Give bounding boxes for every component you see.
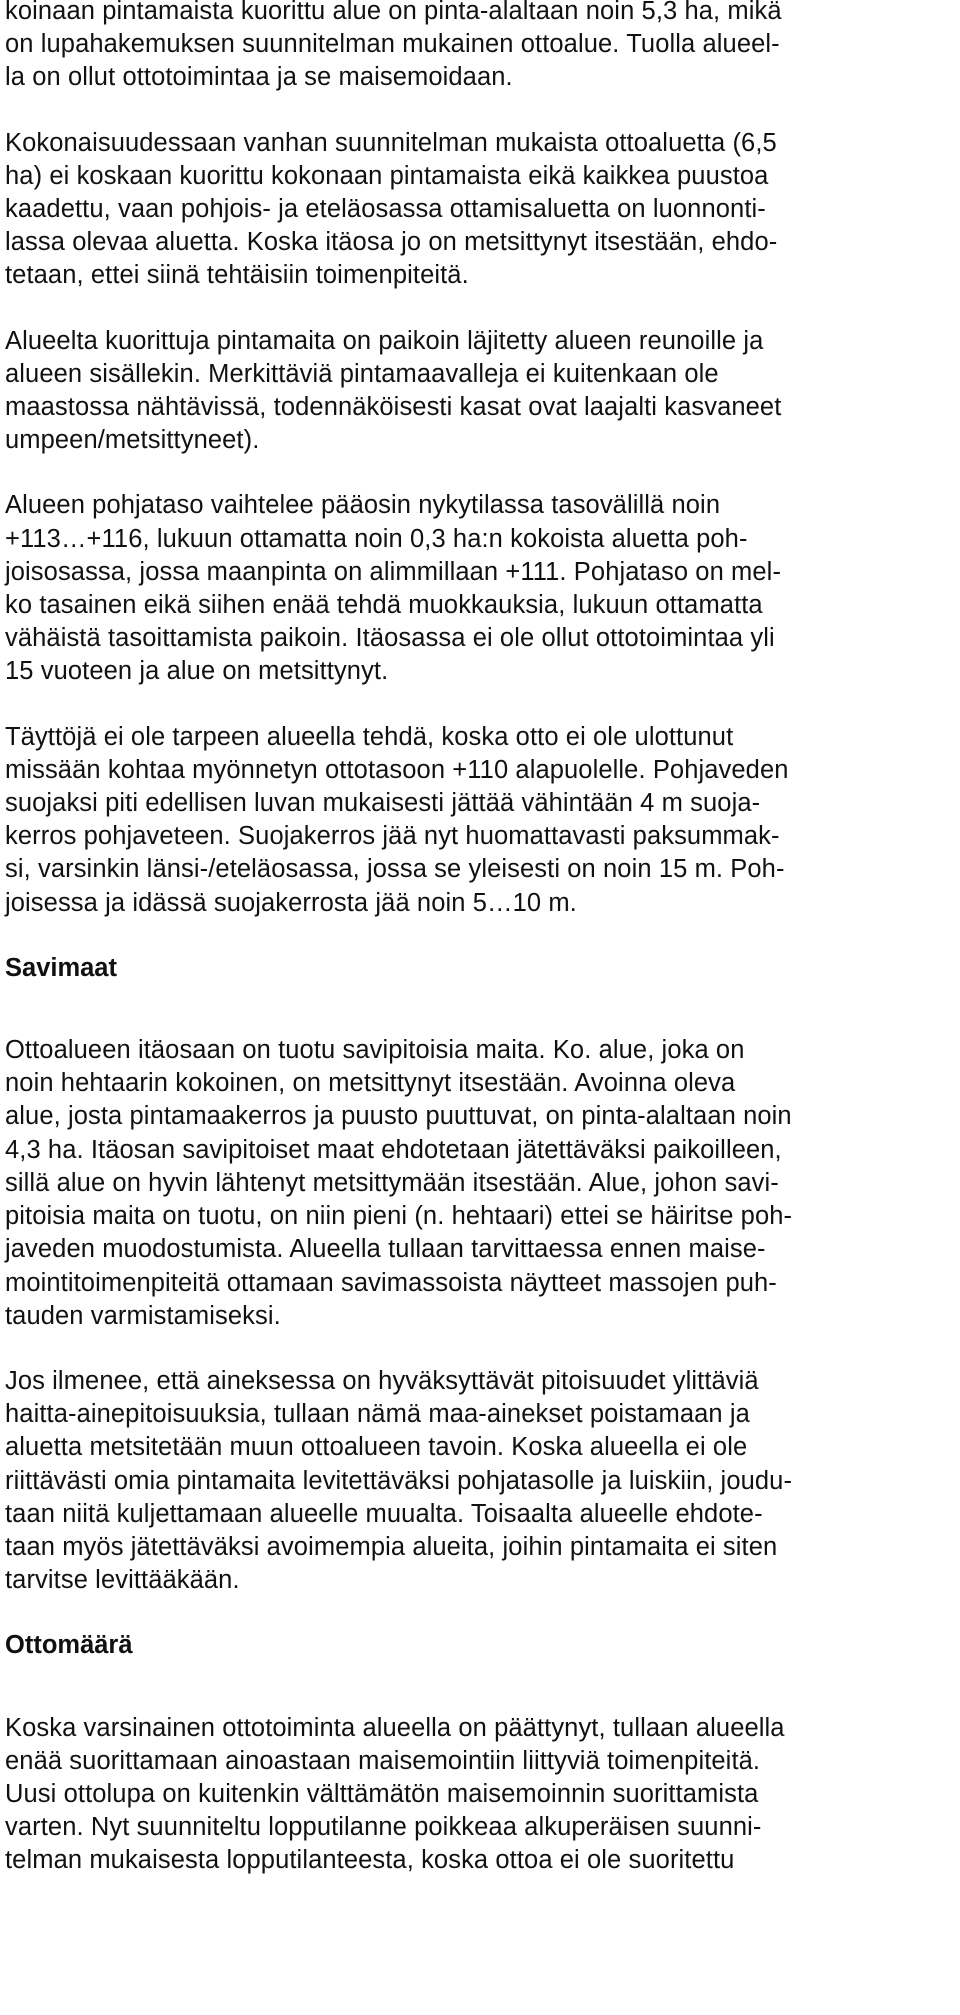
- text-line: la on ollut ottotoimintaa ja se maisemoidaan.: [5, 63, 513, 92]
- text-line: Täyttöjä ei ole tarpeen alueella tehdä, koska otto ei ole ulottunut: [5, 722, 734, 751]
- ottomaara-paragraph: [5, 1712, 955, 1878]
- text-line: lassa olevaa aluetta. Koska itäosa jo on metsittynyt itsestään, ehdo-: [5, 228, 778, 257]
- text-line: Ottoalueen itäosaan on tuotu savipitoisia maita. Ko. alue, joka on: [5, 1036, 745, 1065]
- text-line: Alueelta kuorittuja pintamaita on paikoin läjitetty alueen reunoille ja: [5, 326, 764, 355]
- section-heading-ottomaara: Ottomäärä: [5, 1631, 133, 1660]
- text-line: taan niitä kuljettamaan alueelle muualta. Toisaalta alueelle ehdote-: [5, 1499, 763, 1528]
- text-line: tauden varmistamiseksi.: [5, 1301, 281, 1330]
- text-line: suojaksi piti edellisen luvan mukaisesti jättää vähintään 4 m suoja-: [5, 789, 761, 818]
- text-line: maastossa nähtävissä, todennäköisesti kasat ovat laajalti kasvaneet: [5, 393, 782, 422]
- text-line: kerros pohjaveteen. Suojakerros jää nyt huomattavasti paksummak-: [5, 822, 780, 851]
- text-line: 4,3 ha. Itäosan savipitoiset maat ehdotetaan jätettäväksi paikoilleen,: [5, 1135, 782, 1164]
- savimaat-paragraph: [5, 1365, 955, 1597]
- text-line: ha) ei koskaan kuorittu kokonaan pintamaista eikä kaikkea puustoa: [5, 161, 769, 190]
- text-line: telman mukaisesta lopputilanteesta, koska ottoa ei ole suoritettu: [5, 1846, 735, 1875]
- text-line: Kokonaisuudessaan vanhan suunnitelman mukaista ottoaluetta (6,5: [5, 128, 777, 157]
- text-line: koinaan pintamaista kuorittu alue on pinta-alaltaan noin 5,3 ha, mikä: [5, 0, 782, 25]
- body-paragraph: [5, 127, 955, 293]
- section-heading-savimaat: Savimaat: [5, 953, 117, 982]
- text-line: sillä alue on hyvin lähtenyt metsittymään itsestään. Alue, johon savi-: [5, 1168, 779, 1197]
- text-line: 15 vuoteen ja alue on metsittynyt.: [5, 657, 389, 686]
- savimaat-paragraph: [5, 1034, 955, 1333]
- text-line: alueen sisällekin. Merkittäviä pintamaavalleja ei kuitenkaan ole: [5, 359, 719, 388]
- body-paragraph: [5, 721, 955, 920]
- text-line: riittävästi omia pintamaita levitettäväksi pohjatasolle ja luiskiin, joudu-: [5, 1466, 793, 1495]
- text-line: ko tasainen eikä siihen enää tehdä muokkauksia, lukuun ottamatta: [5, 591, 763, 620]
- text-line: Koska varsinainen ottotoiminta alueella on päättynyt, tullaan alueella: [5, 1713, 785, 1742]
- text-line: aluetta metsitetään muun ottoalueen tavoin. Koska alueella ei ole: [5, 1433, 748, 1462]
- text-line: Jos ilmenee, että aineksessa on hyväksyttävät pitoisuudet ylittäviä: [5, 1366, 759, 1395]
- text-line: kaadettu, vaan pohjois- ja eteläosassa ottamisaluetta on luonnonti-: [5, 195, 766, 224]
- document-body-top: [5, 0, 955, 920]
- text-line: enää suorittamaan ainoastaan maisemointiin liittyviä toimenpiteitä.: [5, 1746, 761, 1775]
- body-paragraph: [5, 489, 955, 688]
- body-paragraph: [5, 0, 955, 95]
- text-line: tetaan, ettei siinä tehtäisiin toimenpiteitä.: [5, 261, 469, 290]
- text-line: missään kohtaa myönnetyn ottotasoon +110 alapuolelle. Pohjaveden: [5, 755, 789, 784]
- text-line: varten. Nyt suunniteltu lopputilanne poikkeaa alkuperäisen suunni-: [5, 1813, 762, 1842]
- text-line: pitoisia maita on tuotu, on niin pieni (n. hehtaari) ettei se häiritse poh-: [5, 1202, 793, 1231]
- body-paragraph: [5, 325, 955, 458]
- text-line: Alueen pohjataso vaihtelee pääosin nykytilassa tasovälillä noin: [5, 491, 721, 520]
- section-ottomaara-body: [5, 1712, 955, 1878]
- text-line: si, varsinkin länsi-/eteläosassa, jossa se yleisesti on noin 15 m. Poh-: [5, 855, 785, 884]
- text-line: Uusi ottolupa on kuitenkin välttämätön maisemoinnin suorittamista: [5, 1779, 759, 1808]
- text-line: mointitoimenpiteitä ottamaan savimassoista näytteet massojen puh-: [5, 1268, 777, 1297]
- text-line: taan myös jätettäväksi avoimempia alueita, joihin pintamaita ei siten: [5, 1532, 778, 1561]
- text-line: joisosassa, jossa maanpinta on alimmillaan +111. Pohjataso on mel-: [5, 557, 782, 586]
- text-line: noin hehtaarin kokoinen, on metsittynyt itsestään. Avoinna oleva: [5, 1069, 736, 1098]
- text-line: haitta-ainepitoisuuksia, tullaan nämä maa-ainekset poistamaan ja: [5, 1400, 750, 1429]
- section-savimaat-body: [5, 1034, 955, 1597]
- text-line: joisessa ja idässä suojakerrosta jää noin 5…10 m.: [5, 888, 577, 917]
- text-line: on lupahakemuksen suunnitelman mukainen ottoalue. Tuolla alueel-: [5, 30, 780, 59]
- text-line: tarvitse levittääkään.: [5, 1566, 240, 1595]
- text-line: vähäistä tasoittamista paikoin. Itäosassa ei ole ollut ottotoimintaa yli: [5, 624, 775, 653]
- text-line: +113…+116, lukuun ottamatta noin 0,3 ha:n kokoista aluetta poh-: [5, 524, 748, 553]
- text-line: javeden muodostumista. Alueella tullaan tarvittaessa ennen maise-: [5, 1235, 766, 1264]
- text-line: umpeen/metsittyneet).: [5, 426, 260, 455]
- text-line: alue, josta pintamaakerros ja puusto puuttuvat, on pinta-alaltaan noin: [5, 1102, 792, 1131]
